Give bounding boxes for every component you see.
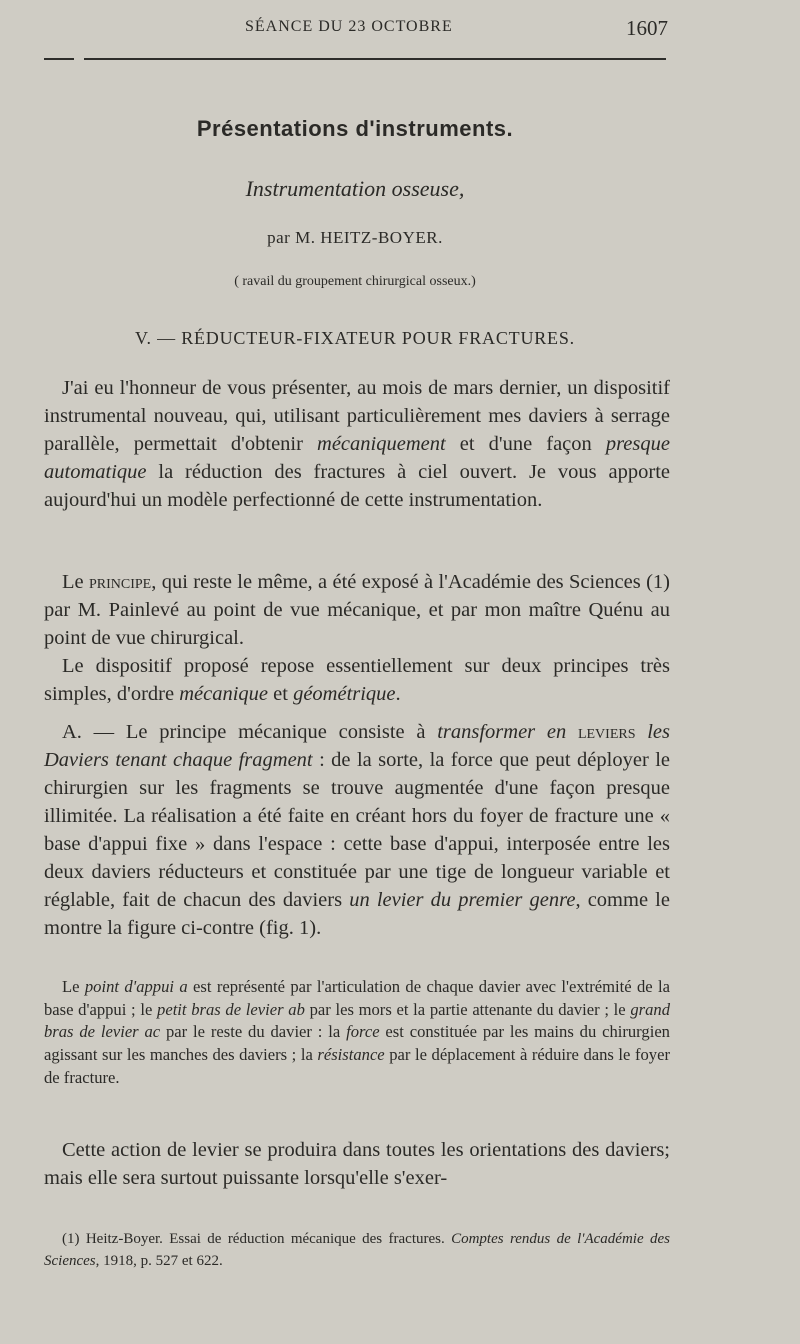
main-heading: Présentations d'instruments.	[196, 116, 514, 141]
italic-run: point d'appui a	[84, 977, 188, 996]
text-run: Le	[62, 571, 89, 593]
text-run: A. — Le principe mécanique consiste à	[62, 721, 438, 743]
italic-run: mécaniquement	[317, 433, 446, 455]
text-run: par les mors et la partie attenante du davier ; le	[304, 999, 631, 1019]
text-run: est représenté par l'articulation de chaque davier avec l'extrémité de la base d'appui ; le	[44, 977, 670, 1019]
text-run: est constituée par les mains du chirurgien agissant sur les manches des daviers ; la	[44, 1022, 670, 1065]
author-line: par M. HEITZ-BOYER.	[267, 228, 443, 247]
italic-run: Comptes rendus de l'Académie des Sciences	[44, 1231, 670, 1269]
text-run: .	[395, 683, 401, 705]
paragraph-4	[44, 718, 670, 942]
paragraph-2	[44, 568, 670, 652]
italic-run: géométrique	[293, 683, 396, 705]
work-note: ( ravail du groupement chirurgical osseux.)	[234, 274, 476, 289]
running-head	[0, 18, 800, 44]
italic-run: mécanique	[179, 683, 269, 705]
text-run: par le déplacement à réduire dans le foyer de fracture.	[44, 1045, 670, 1087]
text-run: : de la sorte, la force que peut déployer le chirurgien sur les fragments se trouve augmentée d'une façon presque illimitée. La réalisation a été faite en créant hors du foyer de fracture une « base d'appui fixe » dans l'espace : cette base d'appui, interposée entre les deux daviers réducteurs et constituée par une tige de longueur variable et réglable, fait de chacun des daviers	[44, 749, 670, 911]
text-run: , qui reste le même, a été exposé à l'Académie des Sciences (1) par M. Painlevé au point de vue mécanique, et par mon maître Quénu au point de vue chirurgical.	[44, 571, 670, 649]
paragraph-6	[44, 1136, 670, 1192]
paragraph-3	[44, 652, 670, 708]
subtitle: Instrumentation osseuse,	[245, 176, 465, 201]
text-run: , 1918, p. 527 et 622.	[95, 1253, 223, 1269]
italic-run: les Daviers tenant chaque fragment	[44, 721, 670, 771]
small-caps-run: principe	[88, 571, 152, 593]
paragraph-5	[44, 976, 670, 1090]
text-run: , comme le montre la figure ci-contre (fig. 1).	[44, 889, 670, 939]
text-run: par le reste du davier : la	[160, 1022, 347, 1042]
small-caps-run: leviers	[577, 721, 636, 743]
text-run: Cette action de levier se produira dans toutes les orientations des daviers; mais elle sera surtout puissante lorsqu'elle s'exer-	[44, 1139, 670, 1189]
text-run: la réduction des fractures à ciel ouvert. Je vous apporte aujourd'hui un modèle perfectionné de cette instrumentation.	[44, 461, 670, 511]
text-run	[566, 721, 578, 743]
text-run: et d'une façon	[445, 433, 606, 455]
italic-run: un levier du premier genre	[349, 889, 576, 911]
italic-run: petit bras de levier ab	[157, 999, 305, 1019]
italic-run: grand bras de levier ac	[44, 999, 670, 1042]
text-run: Le dispositif proposé repose essentiellement sur deux principes très simples, d'ordre	[44, 655, 670, 705]
italic-run: résistance	[317, 1045, 385, 1065]
footnote	[44, 1228, 670, 1272]
text-run	[636, 721, 648, 743]
italic-run: transformer en	[437, 721, 567, 743]
section-heading: V. — RÉDUCTEUR-FIXATEUR POUR FRACTURES.	[135, 328, 575, 348]
page-number: 1607	[626, 16, 668, 40]
paragraph-1	[44, 374, 670, 514]
header-rule-gap	[74, 56, 84, 62]
running-title: SÉANCE DU 23 OCTOBRE	[245, 18, 453, 35]
text-run: Le	[62, 977, 85, 996]
italic-run: presque automatique	[44, 433, 670, 483]
text-run: (1) Heitz-Boyer. Essai de réduction mécanique des fractures.	[62, 1231, 452, 1247]
italic-run: force	[346, 1022, 380, 1042]
text-run: J'ai eu l'honneur de vous présenter, au mois de mars dernier, un dispositif instrumental nouveau, qui, utilisant particulièrement mes daviers à serrage parallèle, permettait d'obtenir	[44, 377, 670, 455]
text-run: et	[268, 683, 294, 705]
header-rule	[44, 58, 666, 60]
